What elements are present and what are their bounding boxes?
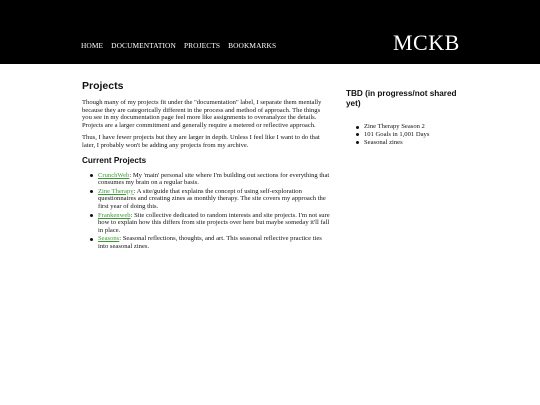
page-title: Projects bbox=[82, 80, 124, 92]
project-description: : Seasonal reflections, thoughts, and art. This seasonal reflective practice ties into seasonal zines. bbox=[98, 235, 322, 250]
archive-paragraph: Thus, I have fewer projects but they are larger in depth. Unless I feel like I want to do that later, I probably won't be adding any projects from my archive. bbox=[82, 134, 320, 149]
nav-home-link[interactable]: HOME bbox=[81, 41, 104, 50]
project-description: : A site/guide that explains the concept of using self-exploration questionnaires and creating zines as monthly therapy. The site covers my approach the first year of doing this. bbox=[98, 187, 326, 210]
project-link-crunchweb[interactable]: CrunchWeb bbox=[98, 171, 130, 179]
list-item: 101 Goals in 1,001 Days bbox=[364, 131, 466, 139]
site-header bbox=[0, 0, 540, 64]
list-item bbox=[98, 172, 330, 187]
intro-paragraph: Though many of my projects fit under the "documentation" label, I separate them mentally because they are categorically different in the process and method of approach. The things you see in my documentation page feel more like assignments to overanalyze the details. Projects are a larger commitment and generally require a metered or reflective approach. bbox=[82, 99, 322, 129]
list-item bbox=[98, 212, 330, 235]
nav-projects-link[interactable]: PROJECTS bbox=[183, 41, 221, 50]
list-item bbox=[98, 188, 330, 211]
sidebar-title: TBD (in progress/not shared yet) bbox=[346, 89, 457, 108]
tbd-list bbox=[346, 123, 466, 146]
list-item: Zine Therapy Season 2 bbox=[364, 123, 466, 131]
project-link-zine-therapy[interactable]: Zine Therapy bbox=[98, 187, 134, 195]
list-item: Seasonal zines bbox=[364, 139, 466, 147]
site-logo[interactable]: MCKB bbox=[393, 30, 460, 55]
main-content bbox=[82, 80, 330, 252]
main-nav bbox=[81, 41, 276, 50]
project-link-frankenweb[interactable]: Frankenweb bbox=[98, 211, 131, 219]
list-item bbox=[98, 235, 330, 250]
project-description: : Site collective dedicated to random interests and site projects. I'm not sure how to explain how this differs from site projects over here but maybe someday it'll fall in place. bbox=[98, 211, 330, 234]
sidebar bbox=[346, 89, 466, 146]
nav-documentation-link[interactable]: DOCUMENTATION bbox=[111, 41, 176, 50]
project-list bbox=[82, 172, 330, 251]
current-projects-heading: Current Projects bbox=[82, 155, 147, 165]
nav-bookmarks-link[interactable]: BOOKMARKS bbox=[228, 41, 277, 50]
project-description: : My 'main' personal site where I'm building out sections for everything that consumes my brain on a regular basis. bbox=[98, 171, 330, 187]
project-link-seasons[interactable]: Seasons bbox=[98, 235, 120, 243]
